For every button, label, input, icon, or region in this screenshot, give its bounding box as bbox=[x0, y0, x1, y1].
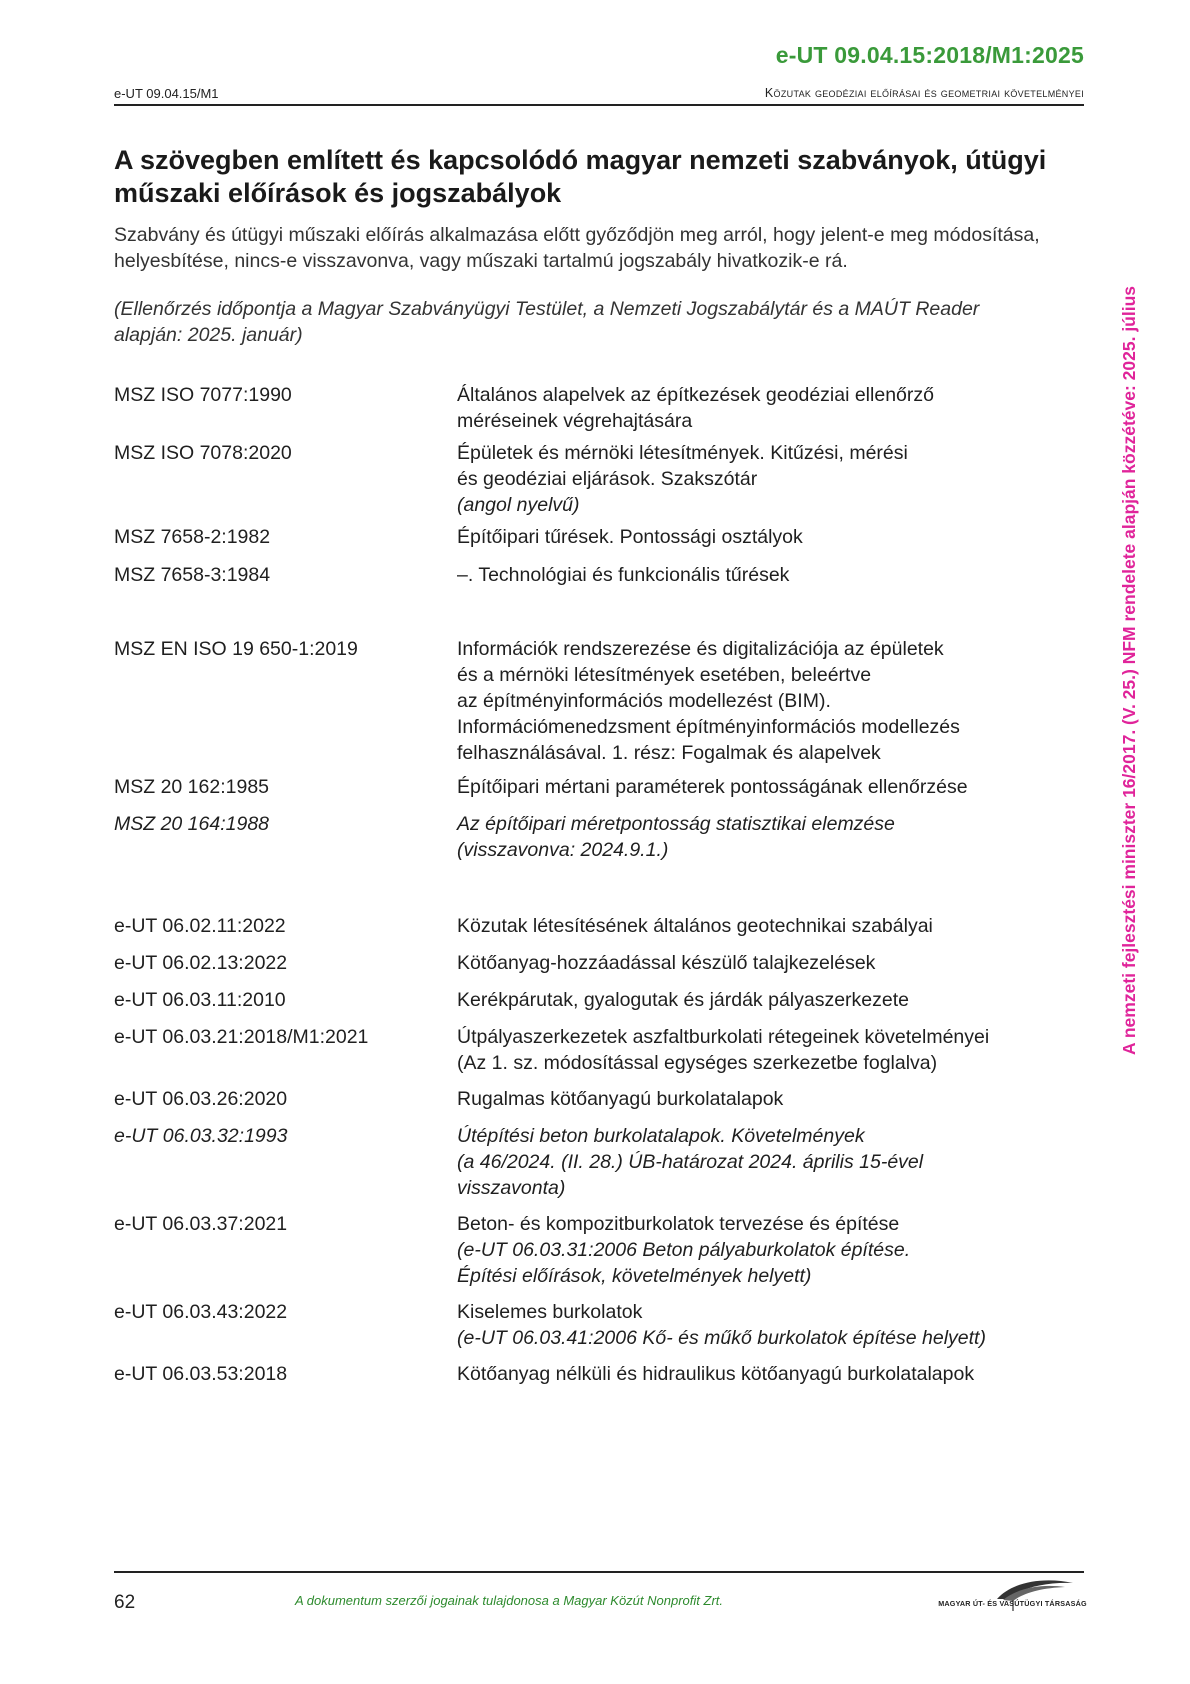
standard-row bbox=[114, 1299, 1094, 1361]
standard-title: Építőipari tűrések. Pontossági osztályok bbox=[457, 526, 803, 548]
standard-row bbox=[114, 987, 1094, 1024]
standard-title: Kötőanyag-hozzáadással készülő talajkezelések bbox=[457, 952, 876, 974]
standard-row bbox=[114, 382, 1094, 440]
standard-row bbox=[114, 1361, 1094, 1398]
standards-list bbox=[114, 382, 1094, 1398]
standard-title: Kötőanyag nélküli és hidraulikus kötőanyagú burkolatalapok bbox=[457, 1363, 975, 1385]
header-rule bbox=[114, 104, 1084, 106]
publication-side-note: A nemzeti fejlesztési miniszter 16/2017. (V. 25.) NFM rendelete alapján közzétéve: 2025. július bbox=[1119, 285, 1139, 1055]
association-logo-icon bbox=[935, 1575, 1090, 1615]
standard-code: MSZ ISO 7078:2020 bbox=[114, 442, 292, 464]
standard-title: –. Technológiai és funkcionális tűrések bbox=[457, 564, 790, 586]
standard-code: e-UT 06.03.43:2022 bbox=[114, 1301, 288, 1323]
standard-title: Rugalmas kötőanyagú burkolatalapok bbox=[457, 1088, 784, 1110]
page-number: 62 bbox=[114, 1592, 136, 1613]
standard-code: MSZ EN ISO 19 650-1:2019 bbox=[114, 638, 358, 660]
standard-code: e-UT 06.03.11:2010 bbox=[114, 989, 286, 1011]
standard-row bbox=[114, 913, 1094, 950]
standard-row bbox=[114, 524, 1094, 562]
standard-row bbox=[114, 636, 1094, 774]
standard-row bbox=[114, 774, 1094, 811]
association-logo-text: MAGYAR ÚT- ÉS VASÚTÜGYI TÁRSASÁG bbox=[938, 1599, 1087, 1608]
header-short-code: e-UT 09.04.15/M1 bbox=[114, 86, 219, 101]
standard-row bbox=[114, 440, 1094, 524]
standard-row bbox=[114, 1123, 1094, 1211]
standard-title: Építőipari mértani paraméterek pontosságának ellenőrzése bbox=[457, 776, 968, 798]
standard-code: e-UT 06.03.26:2020 bbox=[114, 1088, 288, 1110]
standard-row bbox=[114, 1024, 1094, 1086]
copyright-notice: A dokumentum szerzői jogainak tulajdonosa a Magyar Közút Nonprofit Zrt. bbox=[294, 1593, 723, 1608]
footer-rule bbox=[114, 1571, 1084, 1573]
standard-title: Épületek és mérnöki létesítmények. Kitűzési, mérési és geodéziai eljárások. Szakszótár (angol nyelvű) bbox=[457, 442, 908, 516]
standard-title: Információk rendszerezése és digitalizációja az épületek és a mérnöki létesítmények esetében, beleértve az építményinformációs modellezést (BIM). Információmenedzsment építményinformációs modellezés felhasználásával. 1. rész: Fogalmak és alapelvek bbox=[457, 638, 960, 764]
standard-code: e-UT 06.03.53:2018 bbox=[114, 1363, 288, 1385]
standard-code: MSZ ISO 7077:1990 bbox=[114, 384, 292, 406]
standard-title: Útépítési beton burkolatalapok. Követelmények (a 46/2024. (II. 28.) ÚB-határozat 2024. április 15-ével visszavonta) bbox=[457, 1125, 924, 1199]
standard-row bbox=[114, 562, 1094, 636]
standard-row bbox=[114, 950, 1094, 987]
standard-code: e-UT 06.02.11:2022 bbox=[114, 915, 286, 937]
intro-paragraph: Szabvány és útügyi műszaki előírás alkalmazása előtt győződjön meg arról, hogy jelent-e meg módosítása, helyesbítése, nincs-e visszavonva, vagy műszaki tartalmú jogszabály hivatkozik-e rá. bbox=[114, 224, 1040, 272]
standard-title: Kerékpárutak, gyalogutak és járdák pályaszerkezete bbox=[457, 989, 910, 1011]
standard-row bbox=[114, 1211, 1094, 1299]
standard-code: e-UT 06.02.13:2022 bbox=[114, 952, 288, 974]
standard-code: e-UT 06.03.21:2018/M1:2021 bbox=[114, 1026, 369, 1048]
standard-row bbox=[114, 811, 1094, 913]
standard-code: MSZ 7658-3:1984 bbox=[114, 564, 271, 586]
standard-title: Közutak létesítésének általános geotechnikai szabályai bbox=[457, 915, 933, 937]
check-date-note: (Ellenőrzés időpontja a Magyar Szabványügyi Testület, a Nemzeti Jogszabálytár és a MAÚT Reader alapján: 2025. január) bbox=[114, 298, 980, 346]
standard-code: MSZ 7658-2:1982 bbox=[114, 526, 271, 548]
standard-code: e-UT 06.03.32:1993 bbox=[114, 1125, 288, 1147]
standard-title: Beton- és kompozitburkolatok tervezése és építése (e-UT 06.03.31:2006 Beton pályaburkolatok építése. Építési előírások, követelmények helyett) bbox=[457, 1213, 911, 1287]
standard-title: Kiselemes burkolatok (e-UT 06.03.41:2006 Kő- és műkő burkolatok építése helyett) bbox=[457, 1301, 986, 1349]
standard-row bbox=[114, 1086, 1094, 1123]
standard-code: e-UT 06.03.37:2021 bbox=[114, 1213, 288, 1235]
standard-code: MSZ 20 162:1985 bbox=[114, 776, 270, 798]
standard-title: Az építőipari méretpontosság statisztikai elemzése (visszavonva: 2024.9.1.) bbox=[457, 813, 895, 861]
standard-title: Általános alapelvek az építkezések geodéziai ellenőrző méréseinek végrehajtására bbox=[457, 384, 934, 432]
header-running-title: Közutak geodéziai előírásai és geometriai követelményei bbox=[764, 86, 1084, 100]
section-title: A szövegben említett és kapcsolódó magyar nemzeti szabványok, útügyi műszaki előírások és jogszabályok bbox=[114, 145, 1047, 208]
standard-title: Útpályaszerkezetek aszfaltburkolati rétegeinek követelményei (Az 1. sz. módosítással egységes szerkezetbe foglalva) bbox=[457, 1026, 990, 1074]
document-code: e-UT 09.04.15:2018/M1:2025 bbox=[775, 42, 1084, 68]
standard-code: MSZ 20 164:1988 bbox=[114, 813, 270, 835]
